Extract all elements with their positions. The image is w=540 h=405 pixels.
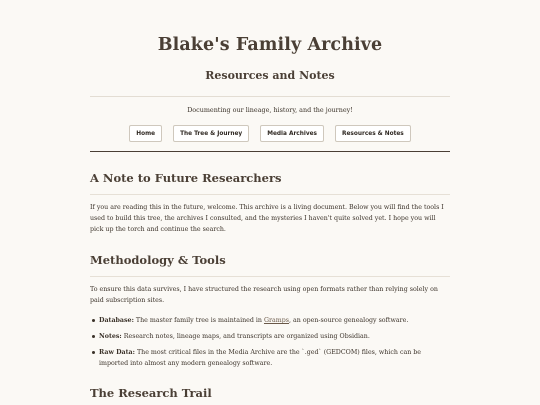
section-divider (90, 276, 450, 277)
list-item (99, 347, 450, 369)
main-nav (90, 125, 450, 142)
section-research-trail (90, 386, 450, 401)
list-item-term: Raw Data: (99, 349, 135, 356)
section-heading: A Note to Future Researchers (90, 171, 282, 185)
list-item-text: The most critical files in the Media Archive are the `.ged` (GEDCOM) files, which can be imported into almost any modern genealogy software. (99, 349, 422, 367)
section-heading: The Research Trail (90, 386, 212, 400)
list-item-text: , an open-source genealogy software. (289, 317, 409, 324)
methodology-intro: To ensure this data survives, I have structured the research using open formats rather than relying solely on paid subscription sites. (90, 286, 438, 304)
tagline: Documenting our lineage, history, and the journey! (187, 106, 353, 114)
nav-media-archives-button[interactable]: Media Archives (260, 125, 324, 142)
page-container (90, 0, 450, 401)
list-item-term: Notes: (99, 333, 122, 340)
list-item-text: Research notes, lineage maps, and transcripts are organized using Obsidian. (121, 333, 370, 340)
gramps-link[interactable]: Gramps (263, 317, 289, 324)
list-item (99, 331, 450, 342)
page-subtitle: Resources and Notes (205, 69, 335, 82)
nav-divider (90, 151, 450, 152)
tools-list (90, 315, 450, 369)
note-paragraph: If you are reading this in the future, welcome. This archive is a living document. Below you will find the tools I used to build this tree, the archives I consulted, and the mysteries I haven't quite solved yet. I hope you will pick up the torch and continue the search. (90, 204, 444, 233)
section-note (90, 171, 450, 235)
list-item-term: Database: (99, 317, 134, 324)
section-divider (90, 194, 450, 195)
list-item (99, 315, 450, 326)
list-item-text: The master family tree is maintained in (133, 317, 264, 324)
nav-tree-journey-button[interactable]: The Tree & Journey (173, 125, 249, 142)
section-heading: Methodology & Tools (90, 253, 226, 267)
nav-home-button[interactable]: Home (129, 125, 162, 142)
section-methodology (90, 253, 450, 369)
nav-resources-notes-button[interactable]: Resources & Notes (335, 125, 411, 142)
site-title: Blake's Family Archive (157, 35, 383, 55)
